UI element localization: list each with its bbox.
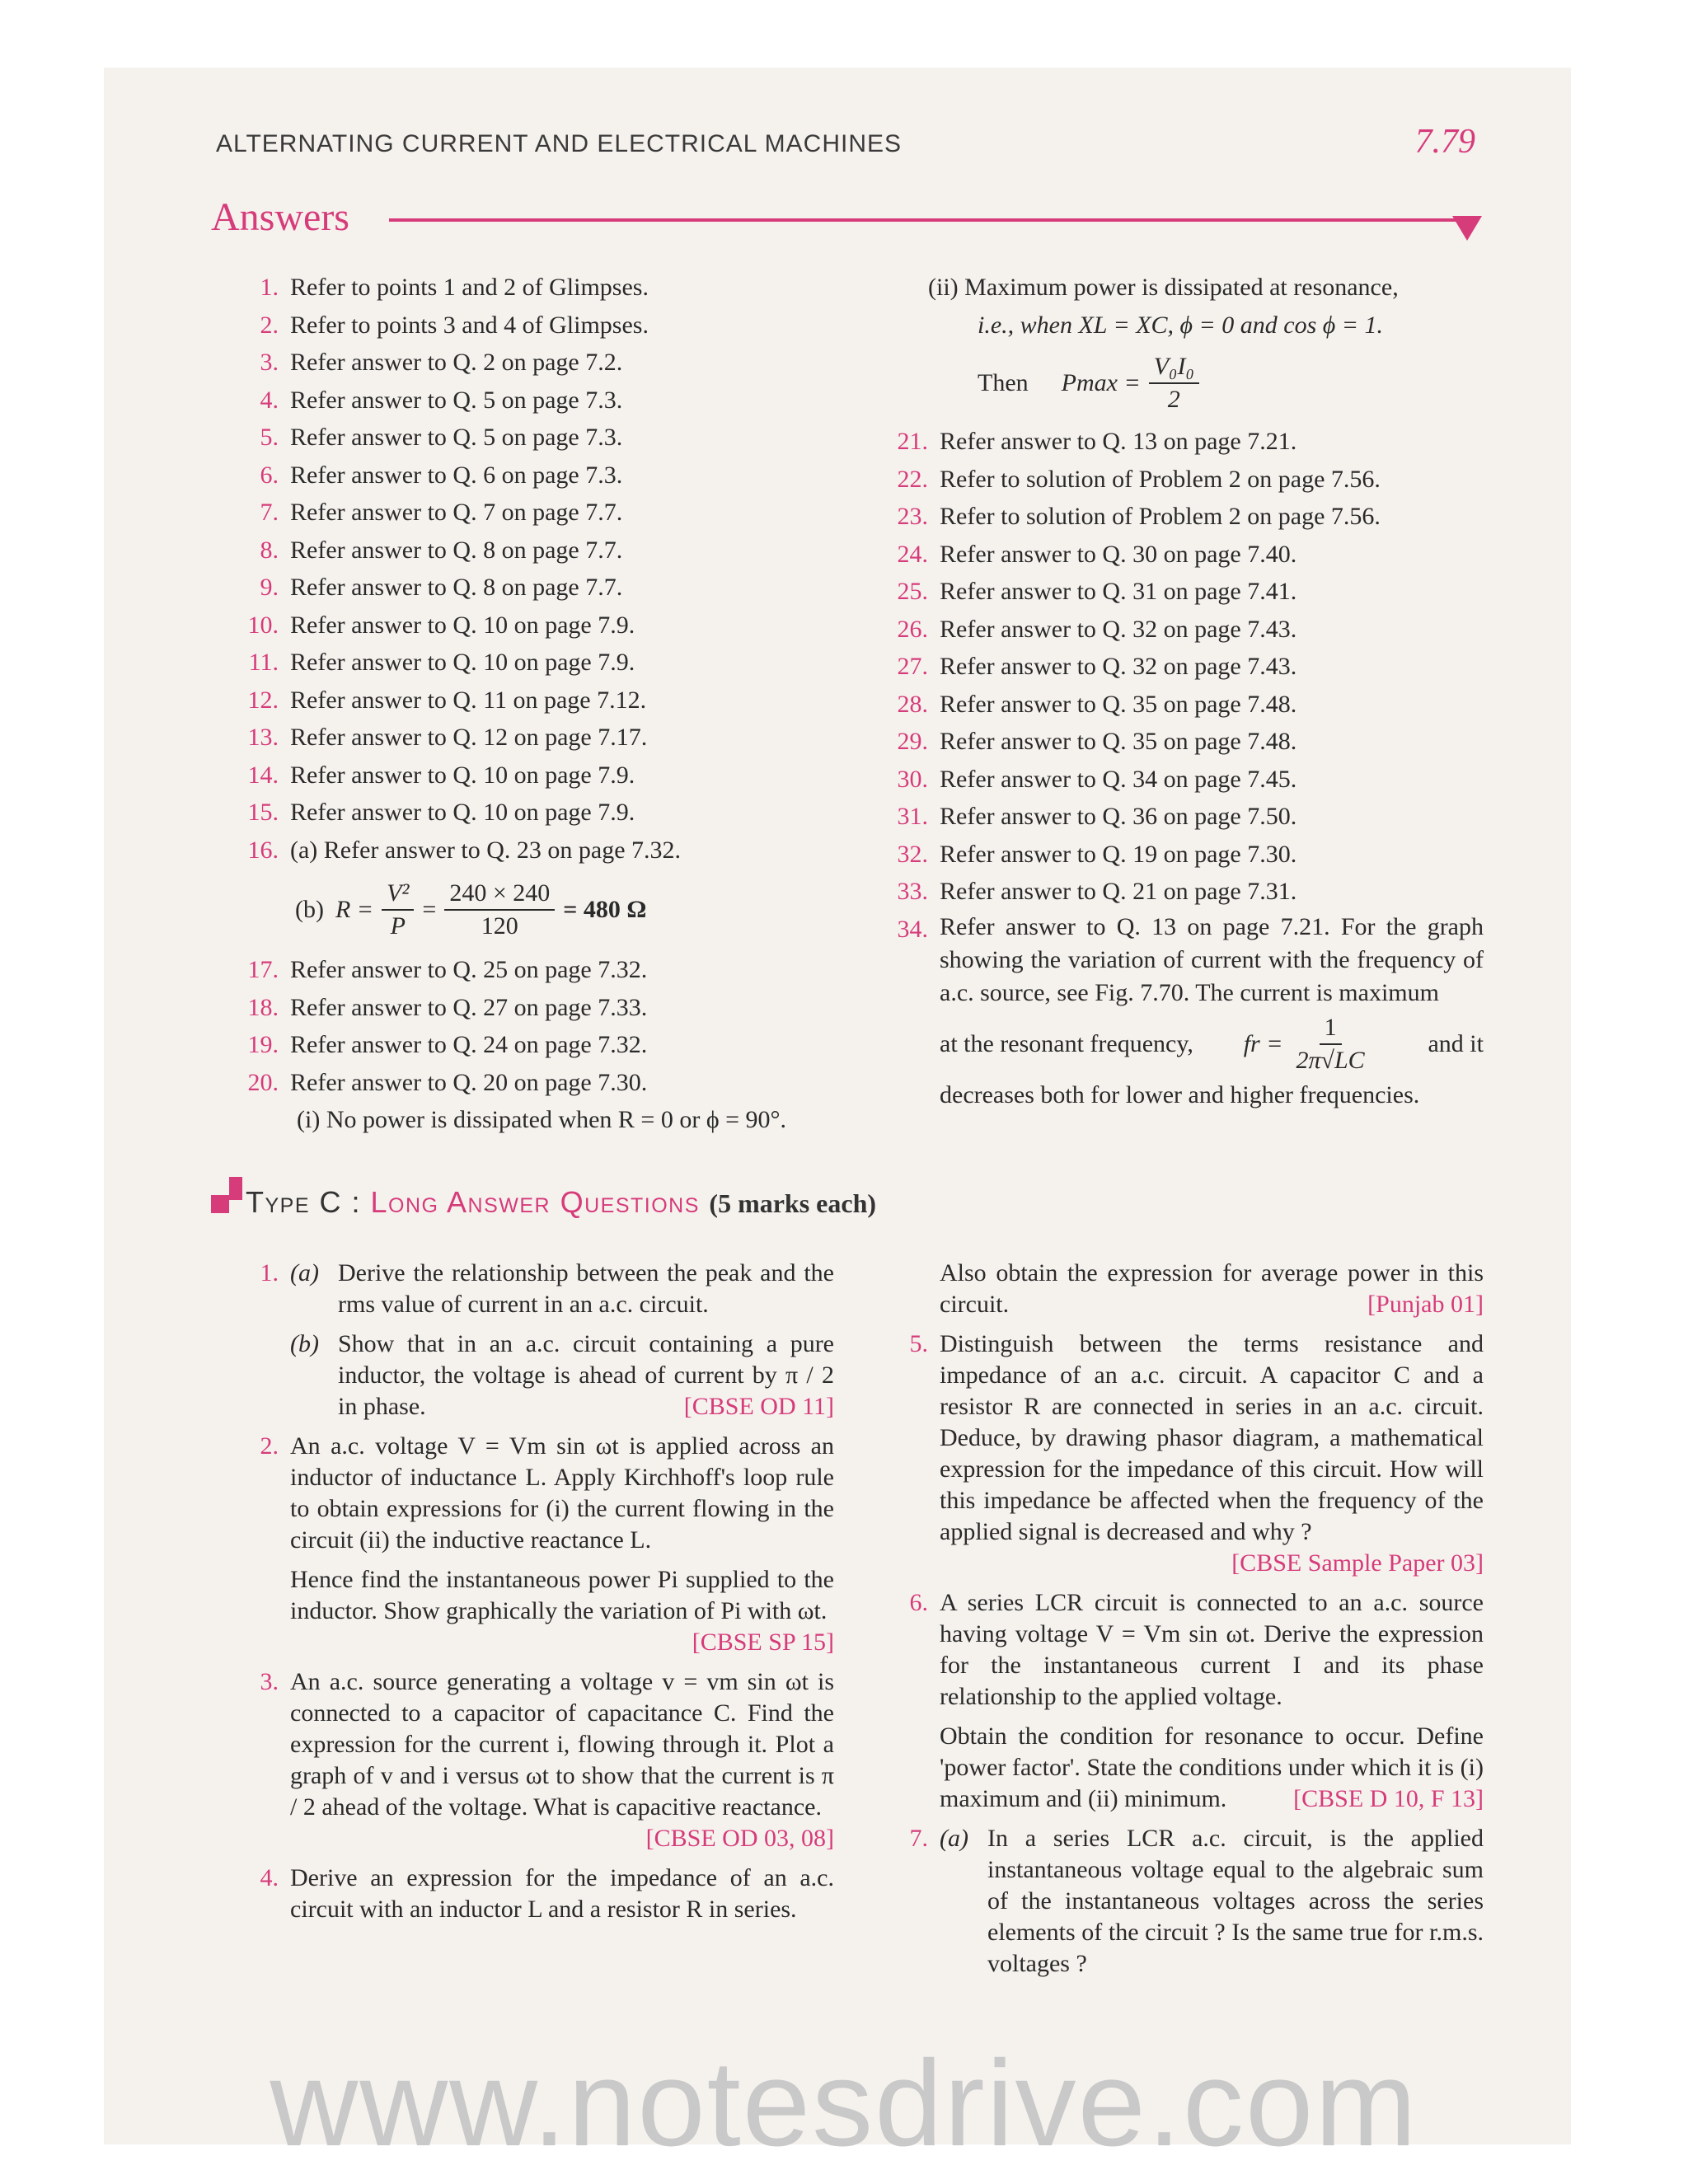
answer-number: 6. (260, 461, 279, 489)
then-fraction (1149, 351, 1199, 415)
answer-item (224, 1026, 834, 1064)
question-2-text-2: Hence find the instantaneous power Pi supplied to the inductor. Show graphically the variation of Pi with ωt. (290, 1566, 834, 1624)
answer-text: Refer answer to Q. 25 on page 7.32. (290, 956, 648, 983)
answer-34-fraction (1291, 1012, 1369, 1076)
answer-number: 8. (260, 536, 279, 564)
question-1-part-a (290, 1258, 834, 1320)
answer-number: 17. (247, 956, 279, 983)
part-text: Show that in an a.c. circuit containing a pure inductor, the voltage is ahead of current by π / 2 in phase. (338, 1330, 834, 1420)
answer-text: Refer answer to Q. 2 on page 7.2. (290, 349, 623, 376)
answer-text: Refer answer to Q. 27 on page 7.33. (290, 993, 648, 1021)
question-number: 5. (909, 1330, 928, 1357)
answer-text: Refer answer to Q. 30 on page 7.40. (940, 540, 1297, 568)
citation: [Punjab 01] (1367, 1291, 1484, 1318)
answer-item (224, 832, 834, 869)
answer-item (874, 423, 1484, 461)
answer-number: 31. (897, 803, 928, 830)
type-c-heading (211, 1177, 876, 1220)
answer-text: Refer answer to Q. 7 on page 7.7. (290, 499, 623, 526)
answer-item (874, 611, 1484, 649)
answer-item (874, 573, 1484, 611)
citation: [CBSE SP 15] (692, 1629, 834, 1656)
answer-text: Refer answer to Q. 35 on page 7.48. (940, 690, 1297, 718)
answer-item (224, 989, 834, 1027)
answer-16b-f2-denominator: 120 (481, 912, 518, 940)
question-4-continued (874, 1258, 1484, 1320)
answer-number: 25. (897, 578, 928, 605)
citation: [CBSE D 10, F 13] (1293, 1785, 1484, 1812)
answer-34-number: 34. (897, 915, 928, 943)
answer-16b-fraction-2 (444, 878, 555, 942)
answer-34-denominator: 2π√LC (1296, 1046, 1365, 1074)
answer-number: 19. (247, 1031, 279, 1058)
answer-16b-result: = 480 Ω (563, 896, 647, 924)
answer-16b-lhs: R = (335, 896, 374, 924)
answer-text: Refer answer to Q. 36 on page 7.50. (940, 803, 1297, 830)
type-c-title (246, 1185, 876, 1220)
answer-text: Refer answer to Q. 10 on page 7.9. (290, 611, 635, 639)
answer-34-formula-prefix: at the resonant frequency, (940, 1029, 1193, 1057)
answer-item (874, 536, 1484, 574)
answer-number: 30. (897, 765, 928, 793)
answer-item (874, 461, 1484, 499)
answer-text: Refer answer to Q. 21 on page 7.31. (940, 878, 1297, 905)
answer-20-part-ii-line1: (ii) Maximum power is dissipated at resonance, (928, 274, 1399, 301)
answer-16b-f1-numerator: V² (382, 878, 414, 911)
part-label: (a) (290, 1259, 319, 1286)
answer-item (224, 607, 834, 644)
answer-20-part-i: (i) No power is dissipated when R = 0 or ϕ = 90°. (297, 1106, 787, 1133)
heading-rule (389, 218, 1469, 222)
answer-text: Refer answer to Q. 11 on page 7.12. (290, 686, 647, 714)
answer-text: Refer answer to Q. 5 on page 7.3. (290, 424, 623, 451)
answer-text: Refer answer to Q. 10 on page 7.9. (290, 761, 635, 789)
question-6-text-2: Obtain the condition for resonance to occur. Define 'power factor'. State the conditions under which it is (i) maximum and (ii) minimum. (940, 1722, 1484, 1812)
answers-left-column (224, 269, 834, 1139)
answer-item (224, 644, 834, 682)
answer-item (224, 794, 834, 832)
watermark: www.notesdrive.com (270, 2036, 1418, 2172)
answer-number: 14. (247, 761, 279, 789)
answer-16b-f1-denominator: P (390, 912, 406, 940)
answer-item (224, 382, 834, 419)
answer-34-text (940, 911, 1484, 1112)
question-number: 4. (260, 1864, 279, 1891)
answer-text: Refer to solution of Problem 2 on page 7.56. (940, 465, 1381, 493)
answer-number: 2. (260, 311, 279, 339)
answer-item (874, 836, 1484, 874)
type-c-label: Type C : (246, 1185, 371, 1219)
answer-text: Refer answer to Q. 34 on page 7.45. (940, 765, 1297, 793)
answer-number: 21. (897, 428, 928, 455)
question-number: 3. (260, 1668, 279, 1695)
answers-heading: Answers (211, 195, 349, 239)
answer-item (224, 307, 834, 344)
answer-text: Refer answer to Q. 24 on page 7.32. (290, 1031, 648, 1058)
answers-left-list (224, 269, 834, 869)
answer-item (224, 494, 834, 532)
answer-text: Refer answer to Q. 10 on page 7.9. (290, 799, 635, 826)
answer-number: 33. (897, 878, 928, 905)
question-number: 1. (260, 1259, 279, 1286)
answer-number: 15. (247, 799, 279, 826)
answer-34-formula-suffix: and it (1428, 1029, 1484, 1057)
answer-number: 22. (897, 465, 928, 493)
running-head: ALTERNATING CURRENT AND ELECTRICAL MACHINES (216, 130, 903, 157)
answer-16b-f2-numerator: 240 × 240 (444, 878, 555, 911)
answer-number: 28. (897, 690, 928, 718)
answer-text: Refer answer to Q. 35 on page 7.48. (940, 728, 1297, 755)
answer-16b-label: (b) (295, 896, 324, 924)
part-text: Derive the relationship between the peak and the rms value of current in an a.c. circuit. (338, 1259, 834, 1318)
answer-text: Refer answer to Q. 20 on page 7.30. (290, 1068, 648, 1096)
citation: [CBSE Sample Paper 03] (1231, 1549, 1484, 1577)
question-3 (224, 1666, 834, 1854)
answer-item (874, 723, 1484, 761)
answer-number: 29. (897, 728, 928, 755)
page-number: 7.79 (1414, 123, 1475, 161)
then-lhs: Pmax = (1061, 369, 1141, 397)
answer-item (874, 686, 1484, 724)
then-numerator: V₀I₀ (1149, 351, 1199, 384)
question-4-text: Derive an expression for the impedance of an a.c. circuit with an inductor L and a resistor R in series. (290, 1864, 834, 1923)
question-1 (224, 1258, 834, 1422)
question-4 (224, 1863, 834, 1925)
answer-number: 7. (260, 499, 279, 526)
answer-item (874, 761, 1484, 799)
question-2-text: An a.c. voltage V = Vm sin ωt is applied across an inductor of inductance L. Apply Kirchhoff's loop rule to obtain expressions for (i) the current flowing in the circuit (ii) the inductive reactance L. (290, 1432, 834, 1554)
part-label: (a) (940, 1825, 968, 1852)
answer-number: 11. (248, 649, 279, 676)
answer-34-formula (1244, 1012, 1378, 1076)
answer-text: Refer answer to Q. 13 on page 7.21. (940, 428, 1297, 455)
answer-item (874, 798, 1484, 836)
question-6 (874, 1587, 1484, 1815)
answer-number: 20. (247, 1068, 279, 1096)
answer-16b-fraction-1 (382, 878, 414, 942)
citation: [CBSE OD 03, 08] (645, 1825, 834, 1852)
answer-number: 27. (897, 653, 928, 680)
answer-34-body: Refer answer to Q. 13 on page 7.21. For the graph showing the variation of current with the frequency of a.c. source, see Fig. 7.70. The current is maximum (940, 912, 1484, 1006)
questions-left-column (224, 1258, 834, 1932)
answer-item (224, 344, 834, 382)
then-denominator: 2 (1167, 386, 1180, 413)
question-1-part-b (290, 1329, 834, 1422)
answer-item (224, 757, 834, 794)
answer-item (224, 682, 834, 719)
answer-16b-formula (224, 869, 834, 951)
answer-number: 4. (260, 386, 279, 414)
answer-item (224, 269, 834, 307)
question-5-text: Distinguish between the terms resistance and impedance of an a.c. circuit. A capacitor C and a resistor R are connected in series in an a.c. circuit. Deduce, by drawing phasor diagram, a mathematical expression for the impedance of this circuit. How will this impedance be affected when the frequency of the applied signal is decreased and why ? (940, 1330, 1484, 1545)
answer-item (224, 719, 834, 757)
answer-text: Refer answer to Q. 10 on page 7.9. (290, 649, 635, 676)
question-number: 7. (909, 1825, 928, 1852)
answer-text: Refer answer to Q. 32 on page 7.43. (940, 615, 1297, 643)
answers-left-after-list (224, 951, 834, 1101)
question-6-text: A series LCR circuit is connected to an a.c. source having voltage V = Vm sin ωt. Derive the expression for the instantaneous current I and its phase relationship to the applied voltage. (940, 1589, 1484, 1710)
answer-number: 24. (897, 540, 928, 568)
questions-right-column (874, 1258, 1484, 1986)
answer-number: 32. (897, 840, 928, 868)
answer-text: Refer to points 1 and 2 of Glimpses. (290, 274, 649, 301)
answer-text: Refer answer to Q. 12 on page 7.17. (290, 724, 648, 751)
answer-item (224, 569, 834, 607)
answer-34-numerator: 1 (1320, 1012, 1342, 1045)
answer-number: 5. (260, 424, 279, 451)
heading-arrow-icon (1452, 216, 1482, 241)
answer-item (224, 457, 834, 494)
answer-34-formula-line (940, 1010, 1484, 1079)
answer-16b-equals: = (422, 896, 437, 924)
type-c-section-name: Long Answer Questions (370, 1185, 700, 1219)
citation: [CBSE OD 11] (683, 1393, 834, 1420)
section-marker-icon (211, 1177, 241, 1220)
answers-right-list (874, 423, 1484, 911)
answer-text: Refer answer to Q. 8 on page 7.7. (290, 536, 623, 564)
answer-number: 26. (897, 615, 928, 643)
answer-number: 1. (260, 274, 279, 301)
question-4-continued-text: Also obtain the expression for average power in this circuit. (940, 1259, 1484, 1318)
then-label: Then (978, 369, 1029, 397)
answer-text: Refer answer to Q. 8 on page 7.7. (290, 574, 623, 601)
answer-text: (a) Refer answer to Q. 23 on page 7.32. (290, 836, 682, 864)
answer-item (224, 951, 834, 989)
answer-34 (874, 911, 1484, 1112)
answer-20-then-formula (874, 344, 1484, 423)
answer-20-part-ii-line2: i.e., when XL = XC, ϕ = 0 and cos ϕ = 1. (978, 311, 1384, 339)
part-text: In a series LCR a.c. circuit, is the applied instantaneous voltage equal to the algebraic sum of the instantaneous voltages across the series elements of the circuit ? Is the same true for r.m.s. voltages ? (987, 1825, 1484, 1977)
answer-number: 9. (260, 574, 279, 601)
answer-number: 12. (247, 686, 279, 714)
answer-item (874, 498, 1484, 536)
answer-number: 10. (247, 611, 279, 639)
answer-34-tail: decreases both for lower and higher frequencies. (940, 1080, 1420, 1108)
question-7-part-a (940, 1823, 1484, 1980)
answer-34-formula-lhs: fr = (1243, 1029, 1283, 1057)
answer-text: Refer answer to Q. 19 on page 7.30. (940, 840, 1297, 868)
question-2 (224, 1431, 834, 1658)
question-number: 2. (260, 1432, 279, 1460)
answer-item (224, 419, 834, 457)
answer-item (874, 873, 1484, 911)
answers-right-column (874, 269, 1484, 1112)
part-label: (b) (290, 1330, 319, 1357)
question-7 (874, 1823, 1484, 1980)
answer-number: 13. (247, 724, 279, 751)
answer-text: Refer answer to Q. 5 on page 7.3. (290, 386, 623, 414)
answer-number: 16. (247, 836, 279, 864)
question-number: 6. (909, 1589, 928, 1616)
answer-number: 23. (897, 503, 928, 530)
answer-item (224, 532, 834, 569)
type-c-marks: (5 marks each) (709, 1188, 877, 1218)
question-5 (874, 1329, 1484, 1579)
answer-item (874, 648, 1484, 686)
answer-text: Refer answer to Q. 31 on page 7.41. (940, 578, 1297, 605)
answer-text: Refer to solution of Problem 2 on page 7.56. (940, 503, 1381, 530)
answer-text: Refer answer to Q. 6 on page 7.3. (290, 461, 623, 489)
question-3-text: An a.c. source generating a voltage v = vm sin ωt is connected to a capacitor of capacitance C. Find the expression for the current i, flowing through it. Plot a graph of v and i versus ωt to show that the current is π / 2 ahead of the voltage. What is capacitive reactance. (290, 1668, 834, 1821)
answer-text: Refer answer to Q. 32 on page 7.43. (940, 653, 1297, 680)
answer-number: 3. (260, 349, 279, 376)
answer-text: Refer to points 3 and 4 of Glimpses. (290, 311, 649, 339)
answer-number: 18. (247, 993, 279, 1021)
answer-item (224, 1064, 834, 1102)
